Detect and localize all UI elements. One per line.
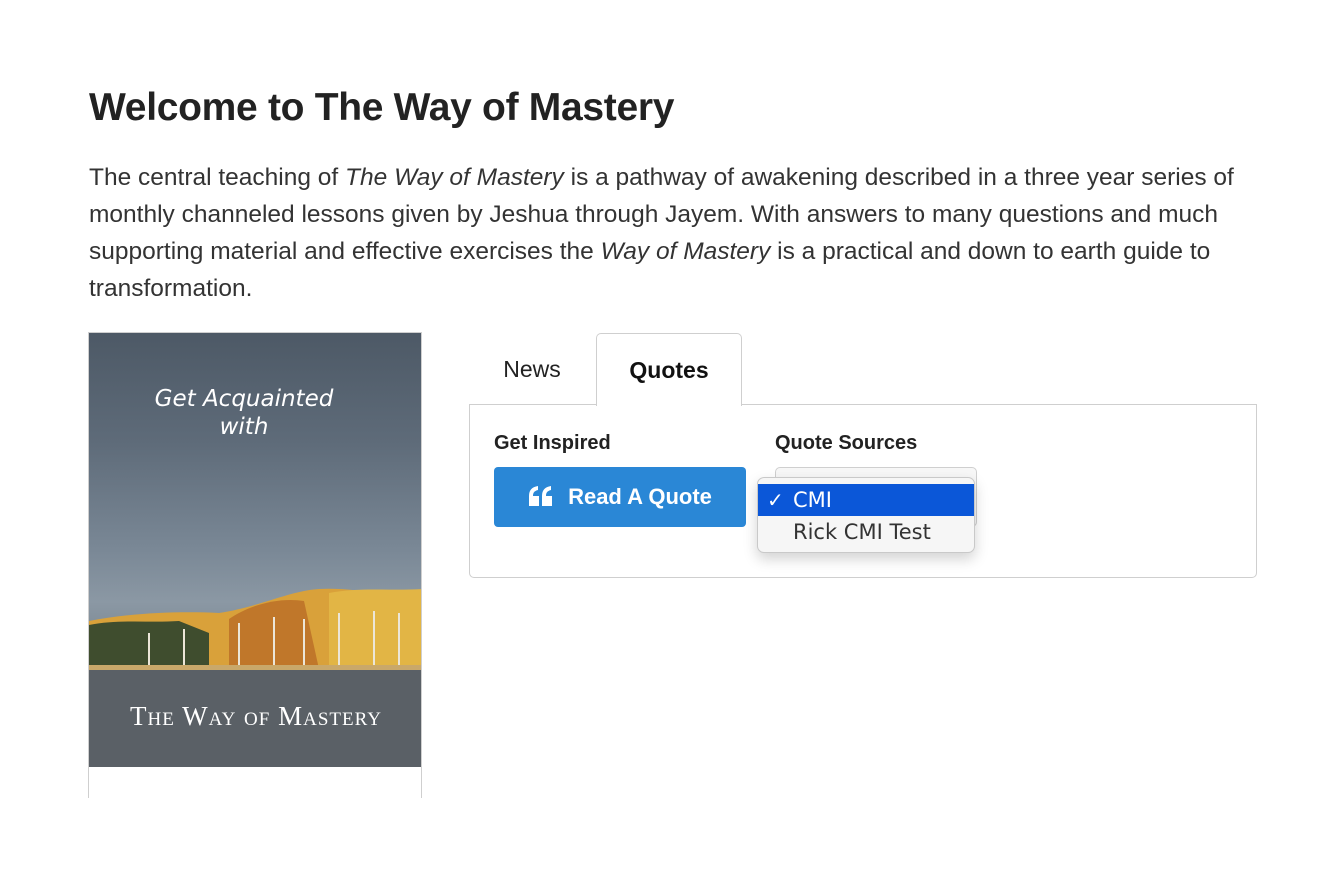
read-a-quote-label: Read A Quote (568, 484, 712, 509)
option-label: CMI (793, 488, 832, 512)
autumn-trees-illustration (89, 583, 422, 767)
intro-emphasis-2: Way of Mastery (600, 238, 771, 265)
intro-text-3: is a practical and down to earth guide to transformation. (89, 238, 1211, 302)
get-inspired-label: Get Inspired (494, 432, 611, 454)
page-title: Welcome to The Way of Mastery (89, 86, 675, 129)
quote-sources-label: Quote Sources (775, 432, 918, 454)
quote-sources-dropdown[interactable] (757, 477, 975, 553)
option-label: Rick CMI Test (793, 520, 931, 544)
tab-news[interactable]: News (503, 355, 561, 382)
book-cover[interactable] (88, 332, 422, 798)
intro-text-1: The central teaching of (89, 164, 346, 191)
option-rick-cmi-test[interactable] (758, 516, 974, 548)
intro-paragraph (89, 159, 1259, 307)
checkmark-icon: ✓ (767, 488, 784, 512)
tab-quotes[interactable]: Quotes (596, 333, 742, 406)
cover-subtitle-line-1: Get Acquainted (154, 386, 334, 412)
intro-text-2: is a pathway of awakening described in a three year series of monthly channeled lessons given by Jeshua through Jayem. With answers to many questions and much supporting material and effective exercises the (89, 164, 1234, 265)
cover-title: The Way of Mastery (130, 701, 382, 731)
option-cmi[interactable] (758, 484, 974, 516)
quote-icon (528, 486, 554, 508)
cover-image (89, 333, 422, 767)
cover-subtitle (89, 385, 399, 441)
intro-emphasis-1: The Way of Mastery (345, 164, 564, 191)
cover-subtitle-line-2: with (219, 414, 269, 440)
read-a-quote-button[interactable] (494, 467, 746, 527)
